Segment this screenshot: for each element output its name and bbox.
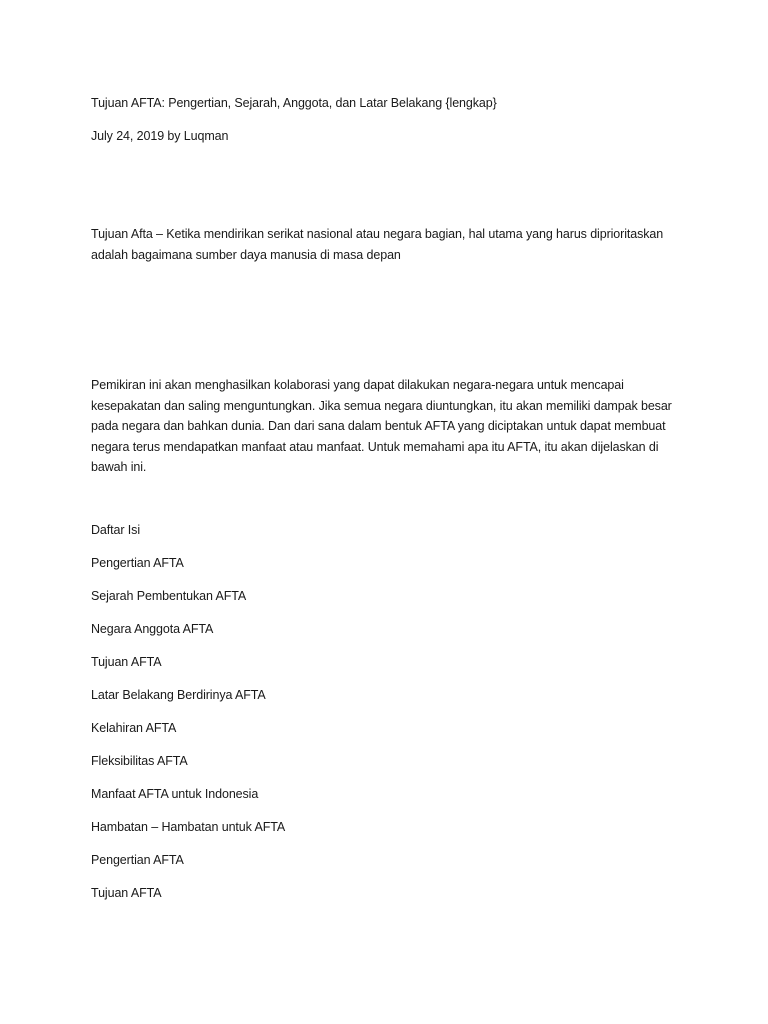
toc-item[interactable]: Pengertian AFTA (91, 556, 184, 570)
toc-item[interactable]: Tujuan AFTA (91, 655, 162, 669)
toc-item[interactable]: Latar Belakang Berdirinya AFTA (91, 688, 266, 702)
document-title: Tujuan AFTA: Pengertian, Sejarah, Anggota, dan Latar Belakang {lengkap} (91, 96, 497, 110)
intro-paragraph: Tujuan Afta – Ketika mendirikan serikat nasional atau negara bagian, hal utama yang harus diprioritaskan adalah bagaimana sumber daya manusia di masa depan (91, 227, 664, 262)
toc-item[interactable]: Hambatan – Hambatan untuk AFTA (91, 820, 286, 834)
toc-item[interactable]: Manfaat AFTA untuk Indonesia (91, 787, 259, 801)
body-paragraph: Pemikiran ini akan menghasilkan kolaborasi yang dapat dilakukan negara-negara untuk mencapai kesepakatan dan saling menguntungkan. Jika semua negara diuntungkan, itu akan memiliki dampak besar pada negara dan bahkan dunia. Dan dari sana dalam bentuk AFTA yang diciptakan untuk dapat membuat negara terus mendapatkan manfaat atau manfaat. Untuk memahami apa itu AFTA, itu akan dijelaskan di bawah ini. (91, 378, 672, 475)
toc-item[interactable]: Tujuan AFTA (91, 886, 162, 900)
toc-item[interactable]: Negara Anggota AFTA (91, 622, 214, 636)
toc-item[interactable]: Fleksibilitas AFTA (91, 754, 188, 768)
toc-heading: Daftar Isi (91, 523, 141, 537)
toc-item[interactable]: Kelahiran AFTA (91, 721, 177, 735)
table-of-contents (91, 520, 285, 916)
byline: July 24, 2019 by Luqman (91, 129, 229, 143)
toc-item[interactable]: Pengertian AFTA (91, 853, 184, 867)
toc-item[interactable]: Sejarah Pembentukan AFTA (91, 589, 247, 603)
